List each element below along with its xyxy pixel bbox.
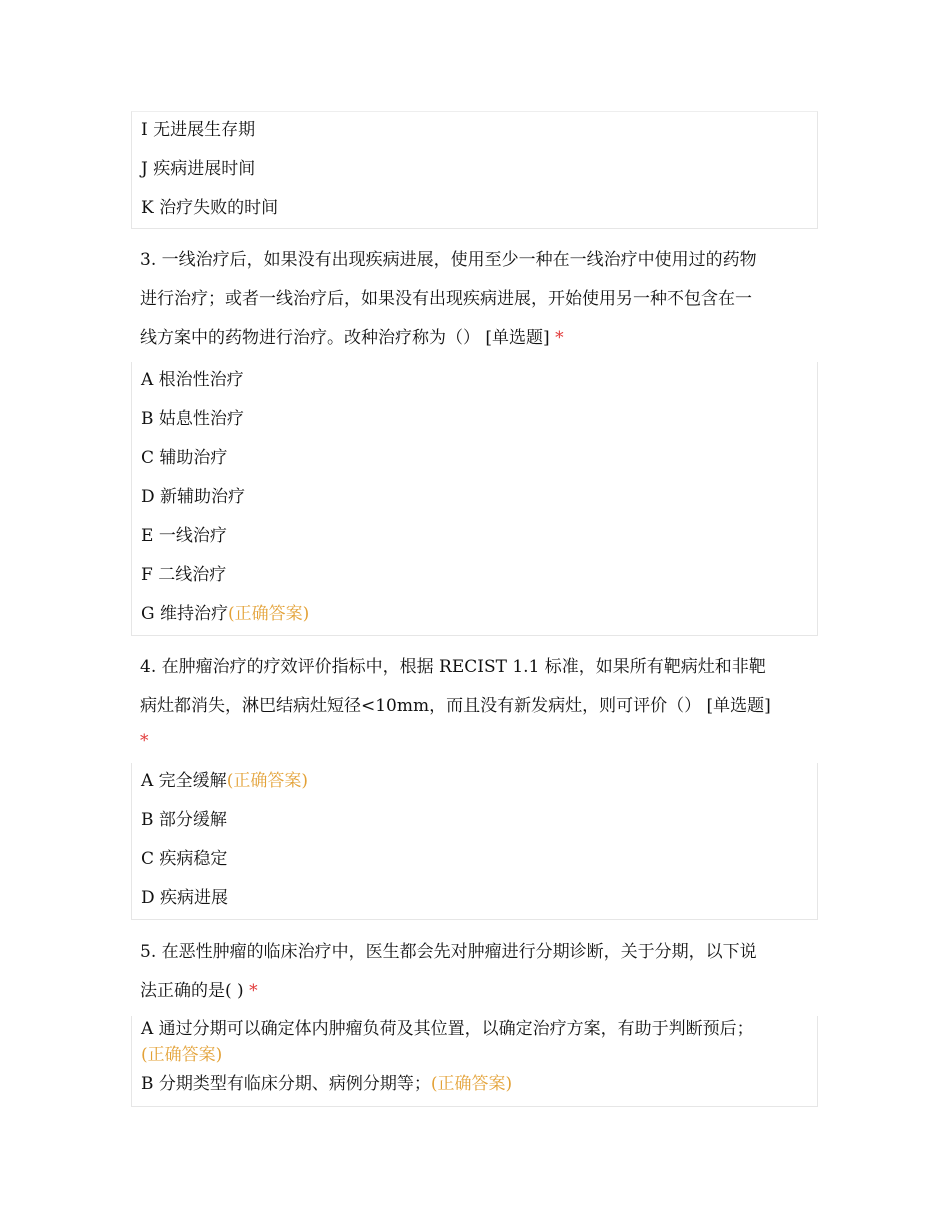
option-label: B 分期类型有临床分期、病例分期等； [141, 1074, 431, 1094]
option-label: J 疾病进展时间 [141, 159, 256, 179]
q5-question [140, 933, 820, 1011]
q3-option-f[interactable] [141, 564, 226, 586]
q4-option-a[interactable] [141, 770, 308, 792]
q3-option-d[interactable] [141, 486, 245, 508]
q2-options-box [131, 111, 818, 229]
option-label: K 治疗失败的时间 [141, 198, 279, 218]
q2-option-k[interactable] [141, 197, 278, 219]
q4-line-2: 病灶都消失，淋巴结病灶短径<10mm，而且没有新发病灶，则可评价（） [单选题] [140, 696, 771, 716]
q5-options-box [131, 1016, 818, 1107]
q4-options-box [131, 763, 818, 920]
q4-line-3 [140, 726, 820, 756]
q3-question [140, 241, 820, 358]
q5-option-b[interactable] [141, 1073, 512, 1095]
correct-answer-tag: (正确答案) [226, 771, 308, 791]
option-label: D 疾病进展 [141, 888, 229, 908]
required-mark: * [249, 981, 258, 1001]
option-label: G 维持治疗 [141, 604, 228, 624]
option-label: I 无进展生存期 [141, 120, 256, 140]
option-label: B 姑息性治疗 [141, 409, 244, 429]
q3-option-e[interactable] [141, 525, 227, 547]
correct-answer-tag: (正确答案) [227, 604, 310, 624]
q4-option-d[interactable] [141, 887, 228, 909]
option-label: C 疾病稳定 [141, 849, 228, 869]
q3-options-box [131, 362, 818, 636]
q5-line-2 [140, 972, 820, 1011]
q4-question [140, 648, 820, 756]
q3-option-g[interactable] [141, 603, 309, 625]
option-label: A 根治性治疗 [141, 370, 244, 390]
required-mark: * [140, 731, 149, 751]
q3-option-b[interactable] [141, 408, 244, 430]
q5-option-a[interactable] [141, 1016, 811, 1068]
option-label: A 通过分期可以确定体内肿瘤负荷及其位置，以确定治疗方案，有助于判断预后； [141, 1019, 754, 1039]
q3-option-a[interactable] [141, 369, 244, 391]
option-label: C 辅助治疗 [141, 448, 228, 468]
q3-option-c[interactable] [141, 447, 227, 469]
correct-answer-tag: (正确答案) [141, 1045, 223, 1065]
q4-option-c[interactable] [141, 848, 227, 870]
q3-line-3-text: 线方案中的药物进行治疗。改种治疗称为（） [单选题] [140, 328, 550, 348]
q4-line-1: 4. 在肿瘤治疗的疗效评价指标中，根据 RECIST 1.1 标准，如果所有靶病灶和非靶 [140, 657, 766, 677]
option-label: E 一线治疗 [141, 526, 227, 546]
option-label: A 完全缓解 [141, 771, 227, 791]
q3-line-2: 进行治疗；或者一线治疗后，如果没有出现疾病进展，开始使用另一种不包含在一 [140, 289, 752, 309]
q3-line-1: 3. 一线治疗后，如果没有出现疾病进展，使用至少一种在一线治疗中使用过的药物 [140, 250, 757, 270]
q5-line-1: 5. 在恶性肿瘤的临床治疗中，医生都会先对肿瘤进行分期诊断，关于分期，以下说 [140, 942, 757, 962]
option-label: F 二线治疗 [141, 565, 227, 585]
required-mark: * [555, 328, 564, 348]
q5-line-2-text: 法正确的是( ) [140, 981, 244, 1001]
correct-answer-tag: (正确答案) [430, 1074, 513, 1094]
option-label: D 新辅助治疗 [141, 487, 246, 507]
q4-option-b[interactable] [141, 809, 227, 831]
q2-option-j[interactable] [141, 158, 255, 180]
option-label: B 部分缓解 [141, 810, 227, 830]
q2-option-i[interactable] [141, 119, 255, 141]
q3-line-3 [140, 319, 820, 358]
